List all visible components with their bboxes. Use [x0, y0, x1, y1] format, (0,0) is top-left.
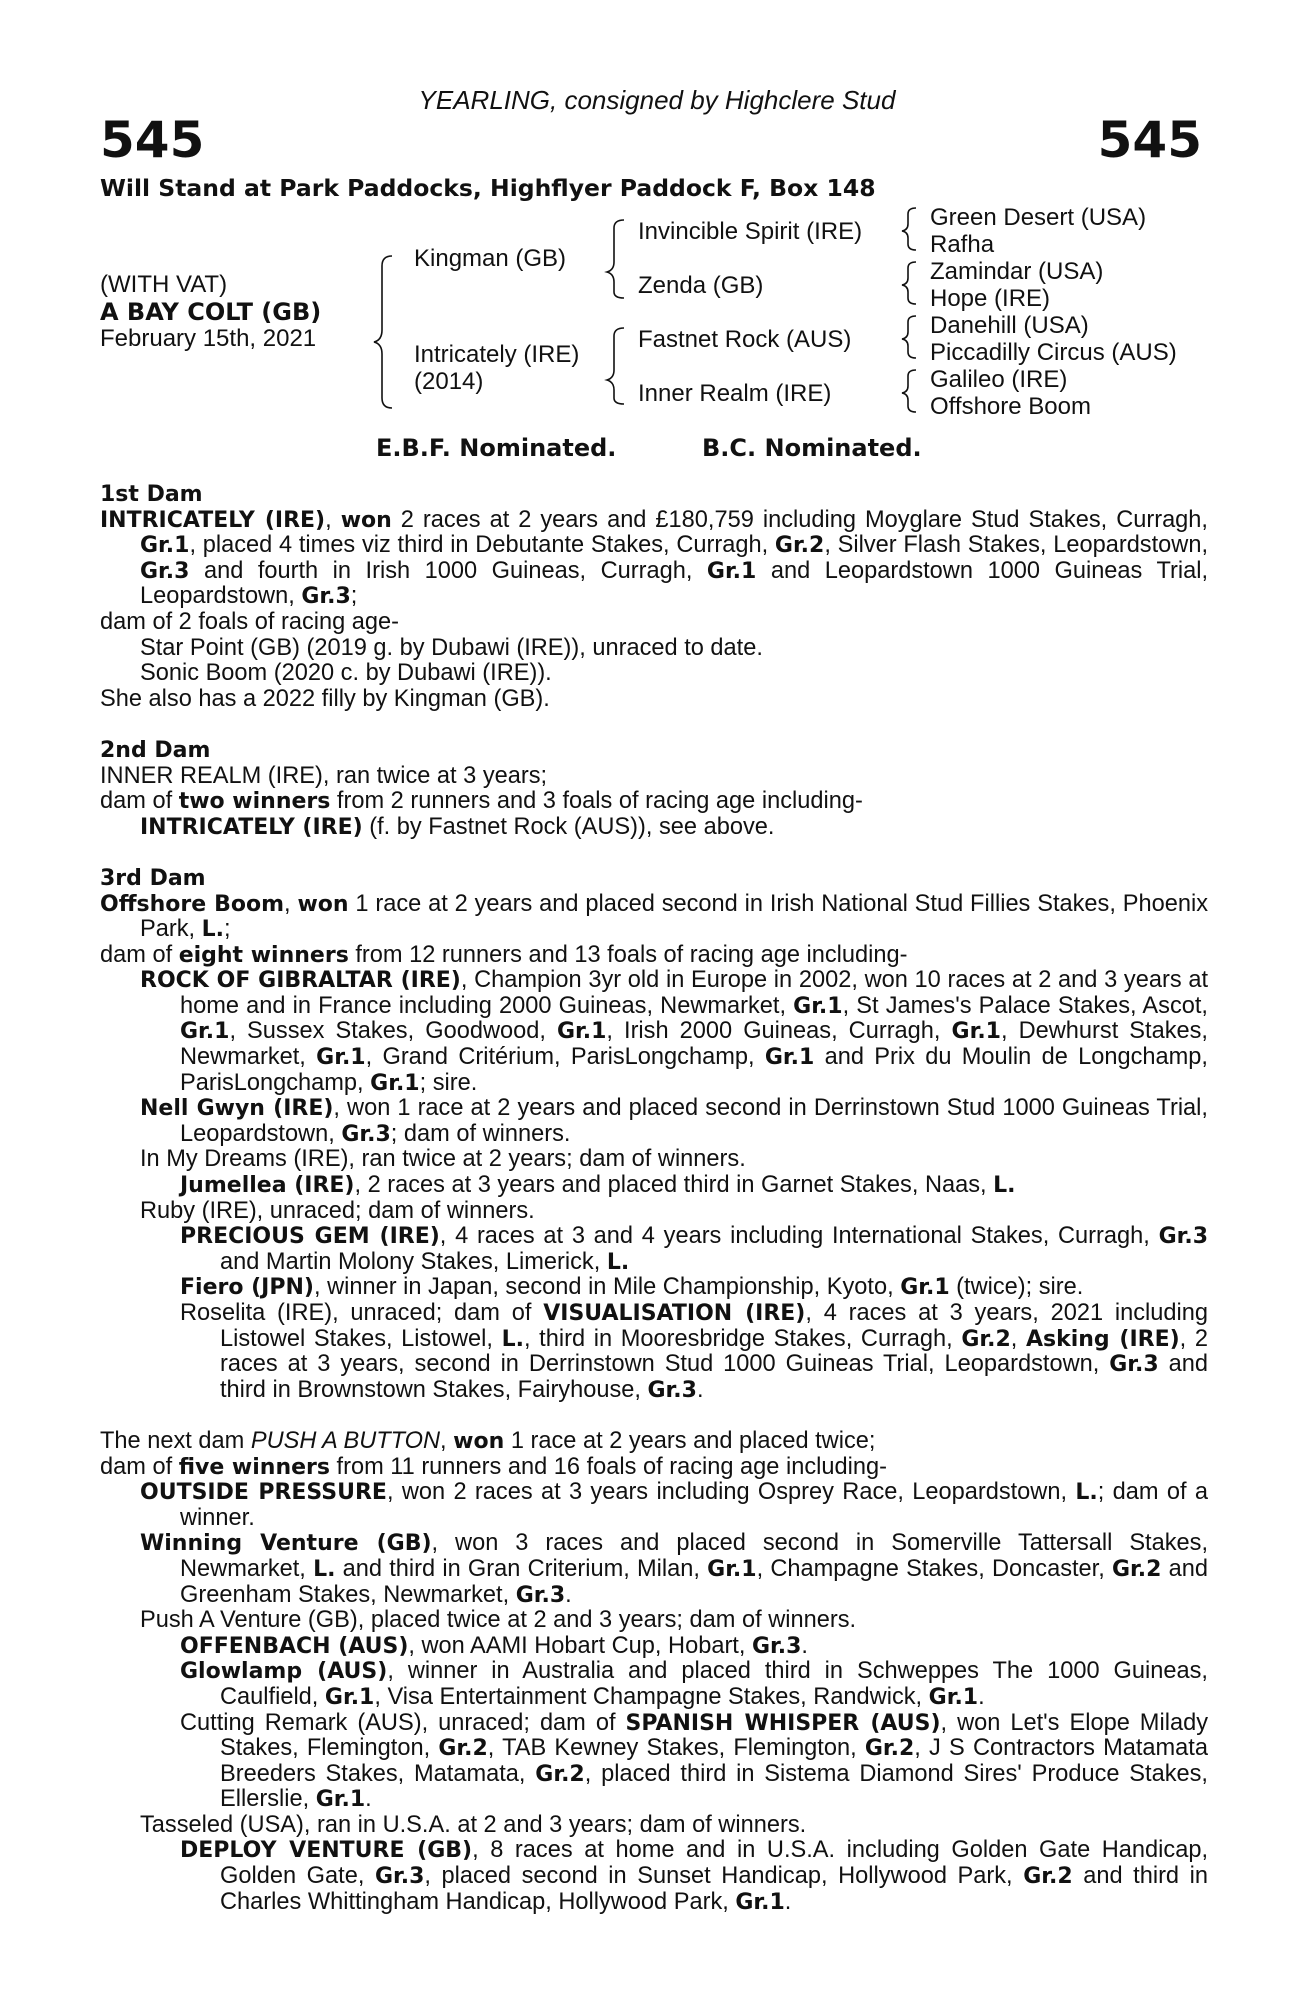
pedigree-entry [100, 764, 1208, 790]
emphasis-text: Gr.3 [1109, 1352, 1159, 1378]
entry-text: from 11 runners and 16 foals of racing age including- [329, 1453, 887, 1480]
entry-text: 2 races at 2 years and £180,759 including Moyglare Stud Stakes, Curragh, [391, 506, 1208, 533]
dam-name: Intricately (IRE) [414, 341, 580, 368]
pedigree-entry [100, 1608, 1208, 1634]
entry-text: and third in Charles Whittingham Handicap, Hollywood Park, [220, 1863, 1208, 1915]
emphasis-text: Gr.1 [316, 1045, 366, 1071]
entry-text: , Silver Flash Stakes, Leopardstown, [824, 532, 1208, 559]
great-grandparent-6: Piccadilly Circus (AUS) [930, 339, 1177, 366]
entry-text: (twice); sire. [949, 1274, 1084, 1301]
emphasis-text: SPANISH WHISPER (AUS) [625, 1710, 941, 1736]
pedigree-entry [100, 1224, 1208, 1275]
entry-text: and third in Gran Criterium, Milan, [335, 1555, 708, 1582]
entry-text: , 8 races at home and in U.S.A. including Golden Gate Handicap, Golden Gate, [220, 1837, 1209, 1890]
pedigree-entry [100, 1838, 1208, 1915]
third-dam-title: 3rd Dam [100, 865, 206, 891]
entry-text: , placed second in Sunset Handicap, Hollywood Park, [424, 1863, 1024, 1890]
pedigree-entry [100, 1813, 1208, 1839]
emphasis-text: Gr.1 [735, 1889, 785, 1915]
entry-text: Star Point (GB) (2019 g. by Dubawi (IRE)), unraced to date. [140, 634, 763, 661]
entry-text: PUSH A BUTTON [250, 1427, 441, 1454]
emphasis-text: Gr.3 [341, 1121, 391, 1147]
emphasis-text: Gr.3 [647, 1377, 697, 1403]
pedigree-entry [100, 1173, 1208, 1199]
emphasis-text: Gr.1 [928, 1684, 979, 1710]
pedigree-entry [100, 1455, 1208, 1481]
emphasis-text: L. [201, 917, 225, 943]
emphasis-text: Gr.3 [374, 1864, 425, 1890]
great-grandparent-5: Danehill (USA) [930, 312, 1089, 339]
entry-text: , 2 races at 3 years and placed third in Garnet Stakes, Naas, [354, 1172, 994, 1199]
pedigree-entry [100, 610, 1208, 636]
pedigree-entry [100, 1199, 1208, 1225]
entry-text: , placed 4 times viz third in Debutante Stakes, Curragh, [189, 532, 775, 559]
entry-text: and fourth in Irish 1000 Guineas, Curragh, [189, 557, 707, 584]
entry-text: from 12 runners and 13 foals of racing age including- [348, 941, 908, 968]
entry-text: , third in Mooresbridge Stakes, Curragh, [524, 1325, 962, 1352]
lot-number-right: 545 [1097, 111, 1202, 169]
brace-gg3 [902, 316, 916, 358]
pedigree-entry [100, 1711, 1208, 1813]
emphasis-text: Gr.3 [515, 1582, 566, 1608]
pedigree-entry [100, 1147, 1208, 1173]
bc-nomination: B.C. Nominated. [702, 434, 922, 462]
pedigree-entry [100, 1096, 1208, 1147]
entry-text: Roselita (IRE), unraced; dam of [180, 1300, 544, 1326]
emphasis-text: Gr.1 [370, 1070, 420, 1096]
emphasis-text: Asking (IRE) [1025, 1326, 1180, 1352]
stand-location: Will Stand at Park Paddocks, Highflyer Paddock F, Box 148 [100, 174, 876, 202]
emphasis-text: five winners [178, 1454, 330, 1480]
entry-text: , winner in Japan, second in Mile Championship, Kyoto, [313, 1274, 901, 1301]
entry-text: , 4 races at 3 years, 2021 including Listowel Stakes, Listowel, [220, 1300, 1208, 1352]
entry-text: . [565, 1581, 572, 1608]
entry-text: Tasseled (USA), ran in U.S.A. at 2 and 3 years; dam of winners. [140, 1811, 807, 1838]
entry-text: , won 1 race at 2 years and placed second in Derrinstown Stud 1000 Guineas Trial, Leopardstown, [180, 1095, 1208, 1147]
brace-gg4 [902, 370, 916, 412]
dam-year: (2014) [414, 368, 484, 395]
entry-text: Push A Venture (GB), placed twice at 2 and 3 years; dam of winners. [140, 1607, 857, 1634]
pedigree-entry [100, 1531, 1208, 1608]
emphasis-text: INTRICATELY (IRE) [100, 507, 326, 533]
entry-text: . [801, 1632, 808, 1659]
entry-text: The next dam [100, 1427, 251, 1454]
sale-type: YEARLING, consigned by Highclere Stud [418, 85, 896, 115]
entry-text: and Leopardstown 1000 Guineas Trial, Leopardstown, [140, 557, 1208, 610]
entry-text: , winner in Australia and placed third in Schweppes The 1000 Guineas, Caulfield, [220, 1658, 1208, 1710]
entry-text: and third in Brownstown Stakes, Fairyhouse, [220, 1351, 1209, 1403]
emphasis-text: Gr.3 [140, 558, 190, 584]
entry-text: , [325, 506, 341, 533]
brace-main [374, 256, 392, 408]
emphasis-text: Fiero (JPN) [180, 1275, 314, 1301]
granddam-maternal: Inner Realm (IRE) [638, 380, 832, 407]
entry-text: , St James's Palace Stakes, Ascot, [842, 992, 1208, 1019]
entry-text: 1 race at 2 years and placed twice; [504, 1427, 876, 1454]
entry-text: dam of [100, 788, 179, 815]
brace-gg2 [902, 262, 916, 304]
emphasis-text: Jumellea (IRE) [180, 1173, 355, 1199]
pedigree-entry [100, 1301, 1208, 1403]
emphasis-text: OFFENBACH (AUS) [180, 1633, 409, 1659]
sire-name: Kingman (GB) [414, 245, 567, 272]
entry-text: , won 2 races at 3 years including Osprey Race, Leopardstown, [386, 1479, 1076, 1506]
emphasis-text: Gr.1 [764, 1045, 815, 1071]
entry-text: Cutting Remark (AUS), unraced; dam of [180, 1709, 626, 1736]
entry-text: In My Dreams (IRE), ran twice at 2 years; dam of winners. [140, 1146, 746, 1173]
entry-text: dam of [100, 1453, 179, 1480]
emphasis-text: won [340, 507, 392, 533]
entry-text: . [696, 1376, 704, 1403]
entry-text: 1 race at 2 years and placed second in Irish National Stud Fillies Stakes, Phoenix Park, [140, 890, 1208, 943]
grandsire-paternal: Invincible Spirit (IRE) [638, 218, 863, 245]
emphasis-text: ROCK OF GIBRALTAR (IRE) [140, 968, 461, 994]
grandsire-maternal: Fastnet Rock (AUS) [638, 326, 852, 353]
pedigree-entry [100, 943, 1208, 969]
emphasis-text: Gr.2 [961, 1326, 1011, 1352]
emphasis-text: VISUALISATION (IRE) [543, 1301, 806, 1326]
emphasis-text: Gr.2 [1023, 1864, 1073, 1890]
entry-text: ; [350, 583, 358, 610]
entry-text: , won AAMI Hobart Cup, Hobart, [408, 1632, 752, 1659]
entry-text: , TAB Kewney Stakes, Flemington, [487, 1735, 865, 1762]
entry-text: ; sire. [419, 1069, 478, 1096]
first-dam-entries [100, 508, 1208, 713]
entry-text: . [784, 1888, 792, 1915]
pedigree-entry [100, 636, 1208, 662]
emphasis-text: Gr.1 [315, 1787, 366, 1813]
entry-text: , Sussex Stakes, Goodwood, [229, 1018, 557, 1045]
great-grandparent-1: Green Desert (USA) [930, 204, 1147, 231]
emphasis-text: L. [1075, 1480, 1098, 1506]
emphasis-text: Gr.2 [535, 1761, 585, 1787]
horse-name: A BAY COLT (GB) [100, 298, 322, 326]
emphasis-text: Gr.1 [140, 533, 190, 559]
emphasis-text: Glowlamp (AUS) [180, 1659, 388, 1685]
entry-text: , 4 races at 3 and 4 years including International Stakes, Curragh, [439, 1223, 1159, 1250]
pedigree-entry [100, 661, 1208, 687]
emphasis-text: Nell Gwyn (IRE) [140, 1096, 334, 1122]
great-grandparent-3: Zamindar (USA) [930, 258, 1104, 285]
foaling-date: February 15th, 2021 [100, 325, 317, 352]
emphasis-text: Gr.2 [1111, 1556, 1162, 1582]
entry-text: and Martin Molony Stakes, Limerick, [220, 1248, 607, 1275]
emphasis-text: Gr.2 [774, 533, 825, 559]
emphasis-text: Gr.1 [951, 1019, 1001, 1045]
brace-dam [607, 328, 624, 404]
entry-text: (f. by Fastnet Rock (AUS)), see above. [362, 813, 775, 840]
second-dam-entries [100, 764, 1208, 841]
pedigree-entry [100, 1659, 1208, 1710]
entry-text: , [1010, 1325, 1026, 1352]
entry-text: , 2 races at 3 years, second in Derrinstown Stud 1000 Guineas Trial, Leopardstown, [220, 1325, 1208, 1378]
emphasis-text: Gr.1 [706, 558, 757, 584]
emphasis-text: Gr.2 [438, 1736, 488, 1762]
emphasis-text: Gr.3 [751, 1633, 802, 1659]
emphasis-text: eight winners [178, 942, 349, 968]
entry-text: ; dam of a winner. [180, 1479, 1208, 1531]
entry-text: , [440, 1427, 454, 1454]
pedigree-entry [100, 815, 1208, 841]
entry-text: , won 3 races and placed second in Somerville Tattersall Stakes, Newmarket, [180, 1530, 1208, 1582]
entry-text: , J S Contractors Matamata Breeders Stakes, Matamata, [220, 1735, 1208, 1787]
emphasis-text: two winners [178, 789, 331, 815]
entry-text: , Visa Entertainment Champagne Stakes, Randwick, [374, 1683, 929, 1710]
granddam-paternal: Zenda (GB) [638, 272, 764, 299]
emphasis-text: Gr.1 [324, 1684, 375, 1710]
entry-text: , won Let's Elope Milady Stakes, Flemington, [220, 1709, 1208, 1762]
entry-text: , Irish 2000 Guineas, Curragh, [606, 1018, 952, 1045]
pedigree-entry [100, 1480, 1208, 1531]
brace-gg1 [902, 208, 916, 250]
entry-text: . [978, 1683, 985, 1710]
emphasis-text: won [453, 1428, 505, 1454]
emphasis-text: Gr.1 [180, 1019, 230, 1045]
pedigree-entry [100, 1429, 1208, 1455]
emphasis-text: Gr.1 [707, 1556, 757, 1582]
emphasis-text: won [297, 891, 349, 917]
entry-text: , Champagne Stakes, Doncaster, [756, 1555, 1112, 1582]
emphasis-text: PRECIOUS GEM (IRE) [180, 1224, 440, 1250]
great-grandparent-8: Offshore Boom [930, 393, 1091, 420]
entry-text: Ruby (IRE), unraced; dam of winners. [140, 1197, 535, 1224]
entry-text: , Grand Critérium, ParisLongchamp, [365, 1044, 765, 1071]
pedigree-entry [100, 892, 1208, 943]
entry-text: , [284, 890, 298, 917]
pedigree-entry [100, 508, 1208, 610]
pedigree-entry [100, 789, 1208, 815]
emphasis-text: OUTSIDE PRESSURE [140, 1480, 387, 1506]
brace-sire [607, 220, 624, 298]
first-dam-title: 1st Dam [100, 482, 203, 507]
entry-text: , Champion 3yr old in Europe in 2002, won 10 races at 2 and 3 years at home and in France including 2000 Guineas, Newmarket, [180, 967, 1208, 1019]
great-grandparent-4: Hope (IRE) [930, 285, 1051, 312]
emphasis-text: L. [501, 1326, 524, 1352]
emphasis-text: Gr.1 [793, 993, 843, 1019]
emphasis-text: Gr.3 [1158, 1224, 1208, 1250]
great-grandparent-7: Galileo (IRE) [930, 366, 1068, 393]
entry-text: from 2 runners and 3 foals of racing age including- [330, 788, 863, 815]
emphasis-text: Offshore Boom [100, 891, 285, 917]
entry-text: . [365, 1786, 372, 1813]
entry-text: dam of 2 foals of racing age- [100, 608, 400, 635]
great-grandparent-2: Rafha [930, 231, 995, 258]
entry-text: , placed third in Sistema Diamond Sires' Produce Stakes, Ellerslie, [220, 1760, 1208, 1813]
entry-text: Sonic Boom (2020 c. by Dubawi (IRE)). [140, 660, 552, 687]
emphasis-text: INTRICATELY (IRE) [140, 814, 363, 840]
third-dam-entries [100, 892, 1208, 1404]
entry-text: She also has a 2022 filly by Kingman (GB). [100, 685, 550, 712]
entry-text: and Greenham Stakes, Newmarket, [180, 1555, 1208, 1608]
next-dam-entries [100, 1429, 1208, 1915]
entry-text: ; dam of winners. [390, 1120, 571, 1147]
emphasis-text: DEPLOY VENTURE (GB) [180, 1838, 473, 1864]
second-dam-title: 2nd Dam [100, 737, 211, 763]
emphasis-text: Winning Venture (GB) [140, 1531, 432, 1557]
entry-text: ; [224, 916, 231, 943]
emphasis-text: L. [606, 1249, 630, 1275]
entry-text: INNER REALM (IRE), ran twice at 3 years; [100, 762, 548, 789]
emphasis-text: Gr.2 [864, 1736, 915, 1762]
entry-text: and Prix du Moulin de Longchamp, ParisLongchamp, [180, 1044, 1208, 1096]
pedigree-entry [100, 1634, 1208, 1660]
lot-number-left: 545 [100, 111, 205, 169]
emphasis-text: Gr.1 [900, 1275, 950, 1301]
entry-text: dam of [100, 941, 179, 968]
pedigree-entry [100, 1275, 1208, 1301]
entry-text: , Dewhurst Stakes, Newmarket, [180, 1018, 1208, 1071]
emphasis-text: L. [313, 1556, 336, 1582]
emphasis-text: Gr.3 [301, 584, 351, 610]
emphasis-text: L. [993, 1173, 1016, 1199]
ebf-nomination: E.B.F. Nominated. [376, 434, 617, 462]
pedigree-entry [100, 968, 1208, 1096]
catalogue-body [100, 482, 1208, 1915]
pedigree-entry [100, 687, 1208, 713]
vat-note: (WITH VAT) [100, 271, 228, 298]
emphasis-text: Gr.1 [556, 1019, 607, 1045]
